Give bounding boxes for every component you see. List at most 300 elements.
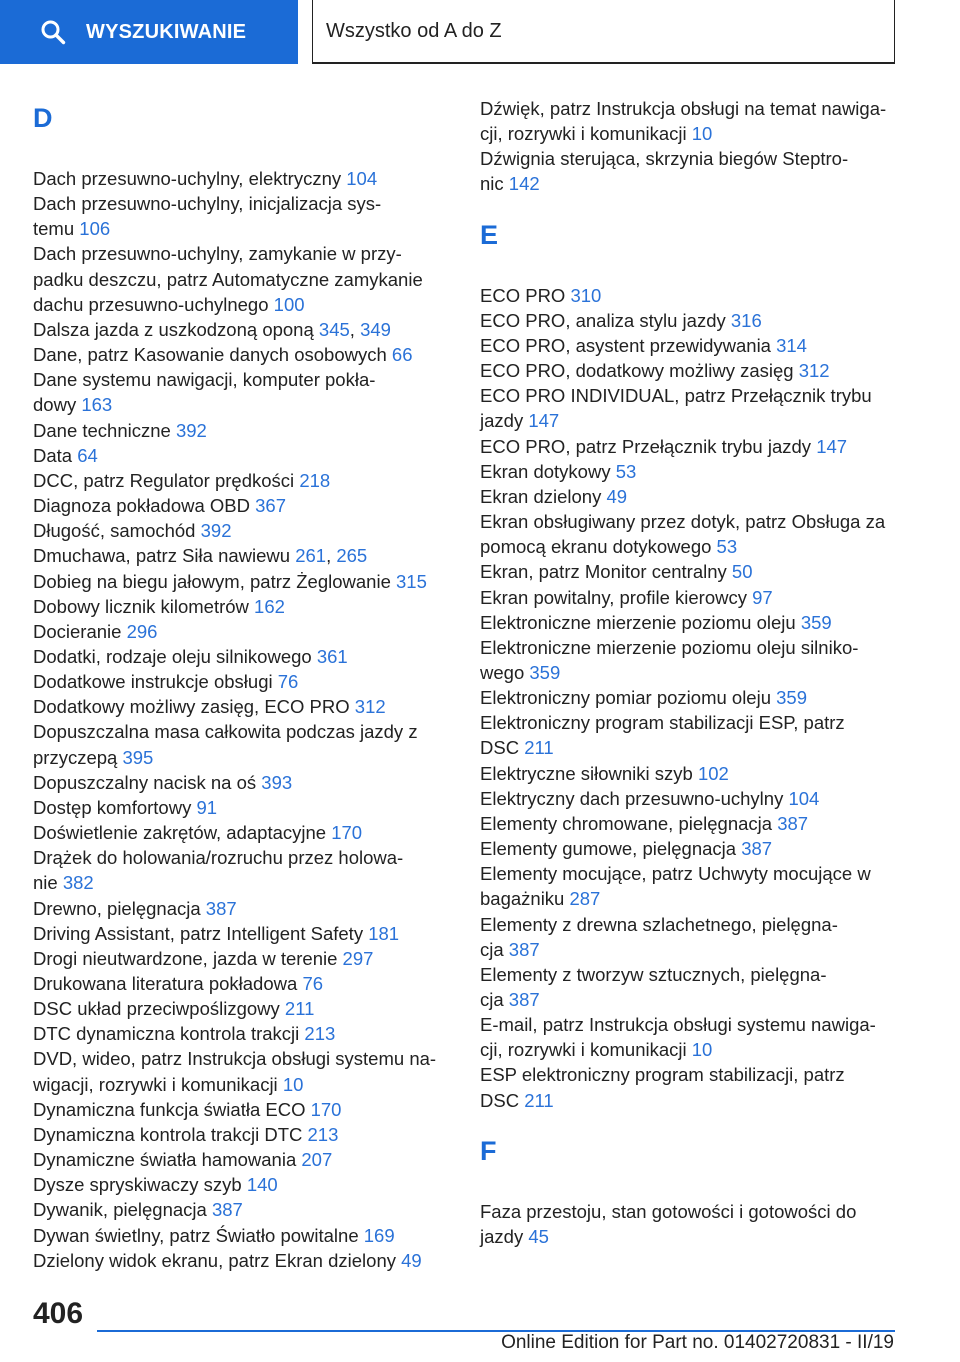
index-entry-text (33, 1046, 453, 1071)
index-entry (33, 1021, 453, 1046)
index-entry-term: Dynamiczna funkcja światła ECO (33, 1098, 311, 1120)
index-entry-term: bagażniku (480, 888, 570, 910)
index-entry-text (33, 216, 453, 241)
index-entry (480, 1012, 900, 1062)
index-entry-text (33, 594, 453, 619)
index-entry (33, 1097, 453, 1122)
index-entry-text (33, 845, 453, 870)
index-entry-term: Dalsza jazda z uszkodzoną oponą (33, 318, 319, 340)
search-button[interactable] (0, 0, 298, 64)
index-entry-text (33, 443, 453, 468)
page-link[interactable]: 211 (524, 737, 554, 759)
index-entry-term: Dach przesuwno-uchylny, inicjalizacja sys- (33, 193, 382, 215)
index-letter-heading: D (33, 103, 53, 133)
index-entry (33, 1223, 453, 1248)
page-link[interactable]: 287 (569, 888, 601, 910)
page-link[interactable]: 50 (731, 561, 753, 583)
index-entry (33, 845, 453, 895)
index-entry (480, 559, 900, 584)
page-link[interactable]: 100 (273, 293, 305, 315)
index-entry-text (480, 912, 900, 937)
index-entry (33, 921, 453, 946)
index-entry-text (480, 484, 900, 509)
index-entry (33, 694, 453, 719)
index-entry-text (480, 735, 900, 760)
index-entry (480, 484, 900, 509)
index-entry (33, 896, 453, 921)
page-link[interactable]: 49 (401, 1249, 422, 1271)
index-entry (480, 96, 900, 146)
index-entry-term: Elementy mocujące, patrz Uchwyty mocujące w (480, 863, 871, 885)
index-entry-text (480, 459, 900, 484)
page-link[interactable]: 66 (391, 344, 413, 366)
index-entry (33, 367, 453, 417)
index-entry-text (480, 146, 900, 171)
page-number: 406 (33, 1297, 84, 1330)
index-entry-text (33, 166, 453, 191)
index-entry (33, 1147, 453, 1172)
index-entry-term: Dynamiczna kontrola trakcji DTC (33, 1123, 308, 1145)
index-entry-text (480, 585, 900, 610)
index-entry-term: ESP elektroniczny program stabilizacji, patrz (480, 1064, 845, 1086)
index-entry (480, 761, 900, 786)
index-entry-term: Driving Assistant, patrz Intelligent Safety (33, 922, 369, 944)
page-link[interactable]: 53 (716, 536, 738, 558)
search-label: WYSZUKIWANIE (86, 20, 247, 43)
index-entry-text (480, 660, 900, 685)
index-entry-term: DCC, patrz Regulator prędkości (33, 469, 300, 491)
page-link[interactable]: 10 (691, 123, 713, 145)
index-entry-text (480, 886, 900, 911)
index-entry-term: cja (480, 989, 509, 1010)
page-link[interactable]: 296 (126, 620, 158, 642)
index-entry (33, 644, 453, 669)
index-entry (33, 1046, 453, 1096)
index-entry (33, 795, 453, 820)
index-entry-text (480, 710, 900, 735)
index-entry (33, 518, 453, 543)
index-entry-text (480, 121, 900, 146)
index-entry-term: nic (480, 173, 509, 195)
index-entry-text (33, 619, 453, 644)
page-link[interactable]: 367 (255, 495, 287, 517)
index-entry-text (480, 1224, 900, 1249)
index-entry-term: Dodatkowy możliwy zasięg, ECO PRO (33, 696, 355, 718)
index-entry-term: dachu przesuwno-uchylnego (33, 293, 274, 315)
page-link[interactable]: 10 (282, 1073, 304, 1095)
index-entry-term: Drewno, pielęgnacja (33, 897, 206, 919)
page-link[interactable]: 140 (246, 1174, 278, 1196)
index-entry-term: jazdy (480, 1225, 529, 1247)
index-entry-term: Diagnoza pokładowa OBD (33, 495, 256, 517)
index-entry-text (480, 171, 900, 196)
index-entry-text (33, 946, 453, 971)
page-link[interactable]: 104 (346, 168, 378, 189)
index-entry-term: Dzielony widok ekranu, patrz Ekran dzielony (33, 1249, 402, 1271)
index-entry-text (33, 820, 453, 845)
index-entry-term: Elektroniczny pomiar poziomu oleju (480, 687, 777, 709)
index-entry-term: Dane systemu nawigacji, komputer pokła- (33, 369, 376, 391)
page-link[interactable]: 387 (205, 897, 237, 919)
index-letter-heading: F (480, 1135, 497, 1166)
index-entry (480, 635, 900, 685)
page-link[interactable]: 349 (360, 318, 391, 340)
index-entry (480, 459, 900, 484)
page-link[interactable]: 382 (62, 872, 94, 894)
index-entry (33, 191, 453, 241)
index-entry-text (480, 1199, 900, 1224)
index-entry (480, 308, 900, 333)
index-entry-term: cji, rozrywki i komunikacji (480, 123, 692, 145)
index-entry-term: ECO PRO, analiza stylu jazdy (480, 309, 731, 331)
index-entry (33, 1122, 453, 1147)
index-entry-text (33, 241, 453, 266)
index-entry-term: cja (480, 938, 509, 960)
index-entry-text (33, 267, 453, 292)
index-entry-text (33, 493, 453, 518)
index-entry (33, 569, 453, 594)
index-entry-text (480, 987, 900, 1012)
index-entry-term: nie (33, 872, 63, 894)
index-entry-term: Ekran obsługiwany przez dotyk, patrz Obsługa za (480, 511, 886, 533)
page-link[interactable]: 359 (776, 687, 808, 709)
index-entry-term: Ekran dzielony (480, 485, 607, 507)
page-link[interactable]: 387 (741, 838, 773, 860)
index-entry-term: Elementy gumowe, pielęgnacja (480, 838, 742, 860)
page-link[interactable]: 45 (528, 1225, 549, 1247)
index-entry-text (480, 1062, 900, 1087)
index-entry (33, 669, 453, 694)
index-entry-text (480, 358, 900, 383)
index-entry-text (33, 418, 453, 443)
index-entry-text (33, 644, 453, 669)
index-entry (33, 971, 453, 996)
index-entry (480, 509, 900, 559)
index-entry-term: Dach przesuwno-uchylny, zamykanie w przy- (33, 243, 402, 265)
index-entry-text (33, 795, 453, 820)
index-entry (33, 543, 453, 568)
index-entry-term: Elementy z drewna szlachetnego, pielęgna- (480, 913, 838, 935)
index-entry (480, 333, 900, 358)
index-entry (480, 358, 900, 383)
index-entry-term: Elementy z tworzyw sztucznych, pielęgna- (480, 963, 827, 985)
index-entry-term: Dywanik, pielęgnacja (33, 1199, 212, 1221)
index-entry-term: Dźwięk, patrz Instrukcja obsługi na temat nawiga- (480, 98, 887, 119)
index-entry-term: Data (33, 444, 78, 466)
page-link[interactable]: 207 (301, 1149, 333, 1171)
index-entry-term: dowy (33, 394, 82, 416)
index-entry (33, 820, 453, 845)
index-entry-term: Ekran powitalny, profile kierowcy (480, 586, 753, 608)
index-entry-text (33, 392, 453, 417)
index-entry (480, 434, 900, 459)
page-link[interactable]: 49 (606, 485, 628, 507)
index-entry-term: Dopuszczalna masa całkowita podczas jazdy z (33, 721, 418, 743)
index-entry-term: Dopuszczalny nacisk na oś (33, 771, 262, 793)
index-entry-text (33, 317, 453, 342)
index-entry-term: cji, rozrywki i komunikacji (480, 1039, 692, 1061)
page-separator: , (326, 545, 337, 567)
index-entry-text (480, 534, 900, 559)
index-entry-text (480, 685, 900, 710)
index-entry-term: Ekran, patrz Monitor centralny (480, 561, 732, 583)
page-link[interactable]: 265 (336, 545, 368, 567)
index-entry-term: Dane techniczne (33, 419, 176, 441)
page-link[interactable]: 91 (196, 796, 218, 818)
index-entry (33, 443, 453, 468)
index-entry (33, 996, 453, 1021)
page-link[interactable]: 310 (570, 284, 602, 306)
index-entry-term: Drukowana literatura pokładowa (33, 973, 303, 994)
index-entry (480, 710, 900, 760)
index-entry-term: Dobowy licznik kilometrów (33, 595, 255, 617)
index-entry-text (480, 333, 900, 358)
page-link[interactable]: 392 (175, 419, 207, 441)
page-link[interactable]: 170 (310, 1098, 342, 1120)
index-entry-text (33, 191, 453, 216)
page-link[interactable]: 76 (302, 973, 324, 994)
page-link[interactable]: 170 (331, 822, 363, 844)
index-entry-term: temu (33, 218, 80, 240)
index-entry-text (480, 610, 900, 635)
index-entry-text (33, 870, 453, 895)
index-entry-term: wego (480, 661, 530, 683)
page-link[interactable]: 359 (800, 611, 832, 633)
index-entry-term: ECO PRO INDIVIDUAL, patrz Przełącznik trybu (480, 385, 872, 407)
page-link[interactable]: 393 (261, 771, 293, 793)
page-link[interactable]: 213 (307, 1123, 339, 1145)
page-link[interactable]: 163 (81, 394, 113, 416)
index-entry-text (480, 1037, 900, 1062)
index-entry-text (33, 694, 453, 719)
page-link[interactable]: 64 (77, 444, 98, 466)
index-entry-term: padku deszczu, patrz Automatyczne zamykanie (33, 268, 423, 290)
index-entry (33, 493, 453, 518)
index-entry (480, 836, 900, 861)
page-link[interactable]: 102 (697, 762, 729, 784)
index-entry (480, 685, 900, 710)
index-entry-term: ECO PRO (480, 284, 571, 306)
index-entry (480, 861, 900, 911)
index-entry-term: Ekran dotykowy (480, 460, 616, 482)
index-entry-text (33, 996, 453, 1021)
index-entry-text (480, 408, 900, 433)
page-link[interactable]: 218 (299, 469, 331, 491)
index-entry-term: Dźwignia sterująca, skrzynia biegów Steptro- (480, 148, 849, 170)
index-entry-term: Dodatki, rodzaje oleju silnikowego (33, 645, 317, 667)
index-entry-term: Dmuchawa, patrz Siła nawiewu (33, 545, 296, 567)
index-entry (33, 468, 453, 493)
index-entry-text (33, 719, 453, 744)
index-entry-term: Elementy chromowane, pielęgnacja (480, 812, 778, 834)
index-entry-text (480, 962, 900, 987)
breadcrumb-label: Wszystko od A do Z (326, 19, 502, 42)
index-entry (33, 770, 453, 795)
search-icon (40, 19, 66, 45)
index-entry-term: Elektroniczne mierzenie poziomu oleju (480, 611, 801, 633)
page-link[interactable]: 147 (528, 410, 560, 432)
index-entry-text (33, 1147, 453, 1172)
index-entry-text (480, 96, 900, 121)
index-entry-text (33, 1122, 453, 1147)
index-entry-text (33, 1197, 453, 1222)
page-link[interactable]: 211 (284, 998, 315, 1020)
index-entry (480, 811, 900, 836)
page-link[interactable]: 53 (615, 460, 637, 482)
index-entry-term: ECO PRO, patrz Przełącznik trybu jazdy (480, 435, 817, 457)
index-entry-text (33, 921, 453, 946)
index-entry (33, 1248, 453, 1273)
index-entry-text (480, 1088, 900, 1113)
index-entry-term: Dynamiczne światła hamowania (33, 1149, 302, 1171)
page-link[interactable]: 312 (798, 360, 830, 382)
page-link[interactable]: 261 (295, 545, 327, 567)
page-link[interactable]: 213 (304, 1023, 336, 1045)
index-entry-text (33, 669, 453, 694)
page-link[interactable]: 316 (730, 309, 762, 331)
index-entry-text (33, 468, 453, 493)
index-entry-term: Elektroniczny program stabilizacji ESP, patrz (480, 712, 845, 734)
index-entry-term: Doświetlenie zakrętów, adaptacyjne (33, 822, 332, 844)
index-entry (33, 241, 453, 316)
index-entry-text (33, 1223, 453, 1248)
index-entry-term: DSC (480, 1089, 525, 1111)
index-entry (480, 912, 900, 962)
page-link[interactable]: 387 (211, 1199, 243, 1221)
index-entry-term: Elektryczne siłowniki szyb (480, 762, 698, 784)
index-entry-term: Docieranie (33, 620, 127, 642)
index-entry (33, 418, 453, 443)
index-entry-text (33, 1021, 453, 1046)
page-link[interactable]: 315 (396, 570, 427, 592)
index-entry (33, 342, 453, 367)
page-link[interactable]: 106 (79, 218, 111, 240)
index-entry (480, 786, 900, 811)
index-entry-term: Drogi nieutwardzone, jazda w terenie (33, 947, 343, 969)
index-entry-term: Elektroniczne mierzenie poziomu oleju silniko- (480, 636, 859, 658)
index-entry-text (480, 761, 900, 786)
page-link[interactable]: 359 (529, 661, 561, 683)
index-entry-term: DTC dynamiczna kontrola trakcji (33, 1023, 305, 1045)
index-entry (480, 383, 900, 433)
index-entry (33, 1197, 453, 1222)
page-link[interactable]: 314 (776, 334, 807, 356)
index-entry-text (480, 283, 900, 308)
index-entry-text (33, 1172, 453, 1197)
index-entry-text (33, 342, 453, 367)
page-link[interactable]: 162 (254, 595, 285, 617)
index-entry-term: Długość, samochód (33, 520, 201, 542)
page-link[interactable]: 104 (788, 787, 820, 809)
index-entry-text (33, 1097, 453, 1122)
page-link[interactable]: 395 (122, 746, 154, 768)
index-entry (480, 610, 900, 635)
index-entry (480, 585, 900, 610)
index-entry-term: E-mail, patrz Instrukcja obsługi systemu nawiga- (480, 1014, 876, 1036)
page-link[interactable]: 76 (277, 671, 299, 693)
index-entry-text (480, 836, 900, 861)
index-entry (480, 962, 900, 1012)
index-entry-text (33, 367, 453, 392)
page-link[interactable]: 10 (691, 1039, 713, 1061)
index-entry (33, 946, 453, 971)
index-entry-term: Dysze spryskiwaczy szyb (33, 1174, 247, 1196)
index-entry-text (33, 292, 453, 317)
index-entry-term: ECO PRO, asystent przewidywania (480, 334, 777, 356)
index-entry-text (480, 811, 900, 836)
index-entry-term: DSC (480, 737, 525, 759)
index-entry-term: Dane, patrz Kasowanie danych osobowych (33, 344, 392, 366)
index-entry-text (33, 770, 453, 795)
page-link[interactable]: 387 (508, 989, 540, 1010)
index-entry-text (480, 1012, 900, 1037)
index-entry (480, 1062, 900, 1112)
index-entry-term: jazdy (480, 410, 529, 432)
index-entry (33, 594, 453, 619)
index-entry-term: Dywan świetlny, patrz Światło powitalne (33, 1224, 364, 1246)
page-link[interactable]: 392 (200, 520, 232, 542)
index-entry (480, 283, 900, 308)
page-link[interactable]: 387 (508, 938, 540, 960)
index-entry-term: Dobieg na biegu jałowym, patrz Żeglowanie (33, 570, 397, 592)
index-entry-text (33, 543, 453, 568)
index-entry-text (33, 1072, 453, 1097)
index-entry (480, 1199, 900, 1249)
index-entry-term: Elektryczny dach przesuwno-uchylny (480, 787, 789, 809)
index-entry-term: Dach przesuwno-uchylny, elektryczny (33, 168, 347, 189)
index-entry-term: Faza przestoju, stan gotowości i gotowości do (480, 1200, 857, 1222)
page-link[interactable]: 297 (342, 947, 374, 969)
index-entry-text (33, 971, 453, 996)
index-entry (33, 619, 453, 644)
index-entry (33, 719, 453, 769)
page-link[interactable]: 312 (354, 696, 386, 718)
index-entry-term: DSC układ przeciwpoślizgowy (33, 998, 285, 1020)
page-link[interactable]: 211 (524, 1089, 554, 1111)
page-separator: , (349, 318, 361, 340)
index-entry-term: przyczepą (33, 746, 123, 768)
page-link[interactable]: 361 (316, 645, 348, 667)
index-entry-term: Dostęp komfortowy (33, 796, 197, 818)
index-entry-text (33, 896, 453, 921)
index-entry (33, 166, 453, 191)
index-entry-text (480, 937, 900, 962)
index-entry-text (480, 786, 900, 811)
index-entry-term: DVD, wideo, patrz Instrukcja obsługi systemu na- (33, 1048, 437, 1070)
index-entry-text (480, 559, 900, 584)
page-link[interactable]: 181 (368, 922, 400, 944)
page-link[interactable]: 97 (752, 586, 773, 608)
page-link[interactable]: 169 (363, 1224, 395, 1246)
footer-edition: Online Edition for Part no. 01402720831 - II/19 (501, 1332, 894, 1353)
index-entry-term: pomocą ekranu dotykowego (480, 536, 717, 558)
index-entry-text (480, 509, 900, 534)
index-entry-text (33, 745, 453, 770)
page-link[interactable]: 142 (508, 173, 540, 195)
index-entry-text (480, 434, 900, 459)
page-link[interactable]: 345 (318, 318, 350, 340)
index-entry-term: wigacji, rozrywki i komunikacji (33, 1073, 283, 1095)
index-entry-text (480, 635, 900, 660)
page-link[interactable]: 387 (777, 812, 809, 834)
index-entry-text (33, 569, 453, 594)
breadcrumb[interactable] (312, 0, 895, 64)
index-column-right (480, 96, 900, 1249)
index-entry-text (480, 861, 900, 886)
index-column-left (33, 96, 453, 1273)
page-link[interactable]: 147 (816, 435, 848, 457)
index-entry (480, 146, 900, 196)
